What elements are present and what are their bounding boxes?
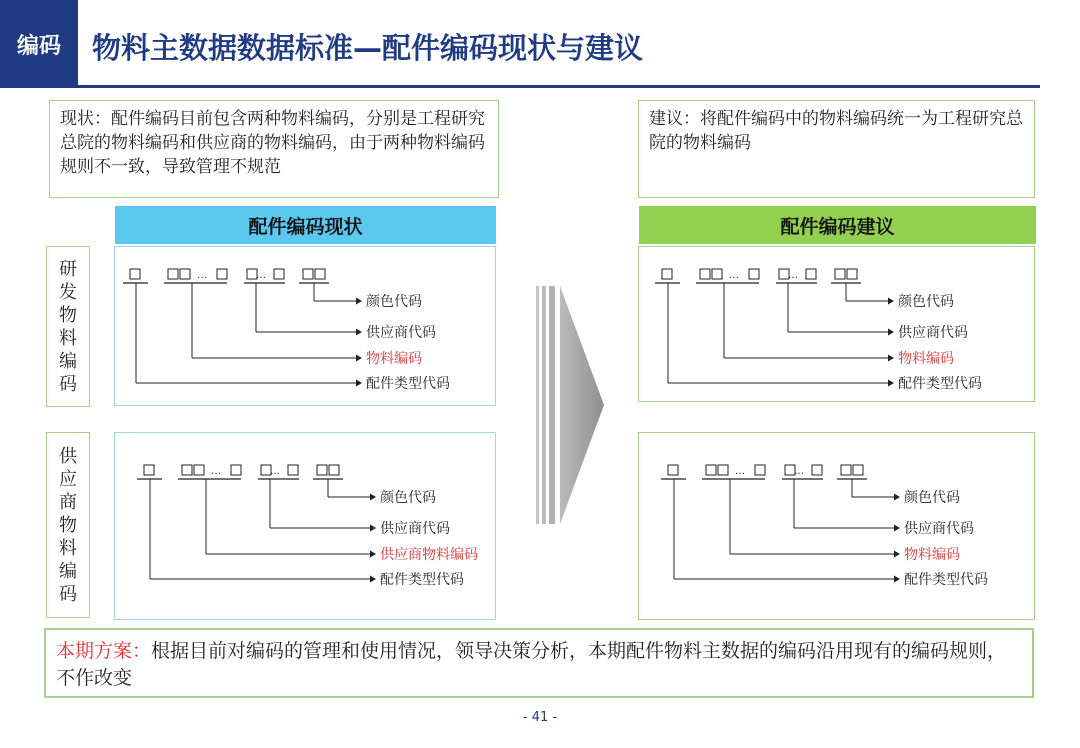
transition-arrow-icon [530,280,610,530]
row-label-char: 料 [59,327,77,349]
code-digit-box [182,465,192,475]
code-digit-box [700,269,710,279]
code-digit-box [315,269,325,279]
code-part-label: 供应商代码 [366,325,436,341]
title-divider [78,85,1040,88]
ellipsis-mark: … [256,270,266,281]
arrow-head-icon [356,329,362,336]
code-digit-box [317,465,327,475]
arrow-head-icon [888,355,894,362]
code-part-label: 配件类型代码 [898,376,982,392]
code-digit-box [231,465,241,475]
suggestion-header: 配件编码建议 [639,206,1036,244]
diagram-current-supplier [114,432,496,620]
row-label-char: 编 [59,560,77,582]
row-label-char: 料 [59,537,77,559]
code-part-label: 颜色代码 [366,294,422,310]
code-digit-box [853,465,863,475]
arrow-head-icon [370,525,376,532]
arrow-head-icon [370,494,376,501]
arrow-head-icon [356,298,362,305]
arrow-head-icon [894,551,900,558]
arrow-head-icon [356,380,362,387]
plan-text: 根据目前对编码的管理和使用情况，领导决策分析，本期配件物料主数据的编码沿用现有的编码规则，不作改变 [56,640,1007,689]
current-status-text: 现状：配件编码目前包含两种物料编码，分别是工程研究总院的物料编码和供应商的物料编码，由于两种物料编码规则不一致，导致管理不规范 [60,109,485,177]
page-title: 物料主数据数据标准—配件编码现状与建议 [92,31,644,65]
code-part-label: 物料编码 [366,351,422,367]
ellipsis-mark: … [270,466,280,477]
plan-lead: 本期方案： [56,640,152,662]
code-part-label: 配件类型代码 [366,376,450,392]
code-digit-box [130,269,140,279]
arrow-head-icon [894,494,900,501]
code-part-label: 供应商物料编码 [380,547,478,563]
code-digit-box [841,465,851,475]
code-structure-diagram [639,433,1034,619]
row-label-char: 应 [59,468,77,490]
arrow-head-icon [894,525,900,532]
code-part-label: 颜色代码 [380,490,436,506]
code-part-label: 配件类型代码 [380,572,464,588]
section-tag: 编码 [0,0,78,88]
arrow-head-icon [894,576,900,583]
code-digit-box [835,269,845,279]
code-part-label: 供应商代码 [904,521,974,537]
code-digit-box [668,465,678,475]
page-number: - 41 - [522,710,558,725]
code-digit-box [180,269,190,279]
code-digit-box [168,269,178,279]
current-plan-box [44,628,1034,698]
row-label-char: 供 [59,445,77,467]
code-part-label: 颜色代码 [904,490,960,506]
diagram-suggest-supplier [638,432,1035,620]
code-digit-box [706,465,716,475]
code-digit-box [718,465,728,475]
code-structure-diagram [115,247,495,405]
code-part-label: 供应商代码 [380,521,450,537]
current-header: 配件编码现状 [115,206,496,244]
code-part-label: 颜色代码 [898,294,954,310]
row-label-char: 物 [59,304,77,326]
row-label-supplier [46,432,90,618]
ellipsis-mark: … [211,466,221,477]
current-status-box [49,100,499,198]
row-label-char: 发 [59,281,77,303]
ellipsis-mark: … [794,466,804,477]
code-part-label: 物料编码 [898,351,954,367]
code-digit-box [217,269,227,279]
code-digit-box [847,269,857,279]
row-label-char: 码 [59,373,77,395]
code-digit-box [144,465,154,475]
row-label-rd [46,246,90,407]
diagram-current-rd [114,246,496,406]
row-label-char: 商 [59,491,77,513]
code-digit-box [274,269,284,279]
code-digit-box [806,269,816,279]
code-digit-box [303,269,313,279]
ellipsis-mark: … [197,270,207,281]
ellipsis-mark: … [729,270,739,281]
code-structure-diagram [115,433,495,619]
arrow-head-icon [356,355,362,362]
code-structure-diagram [639,247,1034,401]
code-digit-box [712,269,722,279]
code-digit-box [749,269,759,279]
arrow-head-icon [370,576,376,583]
row-label-char: 码 [59,583,77,605]
code-part-label: 供应商代码 [898,325,968,341]
code-digit-box [662,269,672,279]
code-digit-box [329,465,339,475]
arrow-head-icon [888,329,894,336]
code-digit-box [194,465,204,475]
ellipsis-mark: … [788,270,798,281]
diagram-suggest-rd [638,246,1035,402]
arrow-head-icon [888,380,894,387]
row-label-char: 研 [59,258,77,280]
row-label-char: 物 [59,514,77,536]
arrow-head-icon [888,298,894,305]
code-digit-box [288,465,298,475]
suggestion-text: 建议：将配件编码中的物料编码统一为工程研究总院的物料编码 [649,109,1023,153]
code-part-label: 配件类型代码 [904,572,988,588]
row-label-char: 编 [59,350,77,372]
arrow-head-icon [370,551,376,558]
suggestion-box [638,100,1035,198]
ellipsis-mark: … [735,466,745,477]
code-digit-box [755,465,765,475]
code-part-label: 物料编码 [904,547,960,563]
code-digit-box [812,465,822,475]
